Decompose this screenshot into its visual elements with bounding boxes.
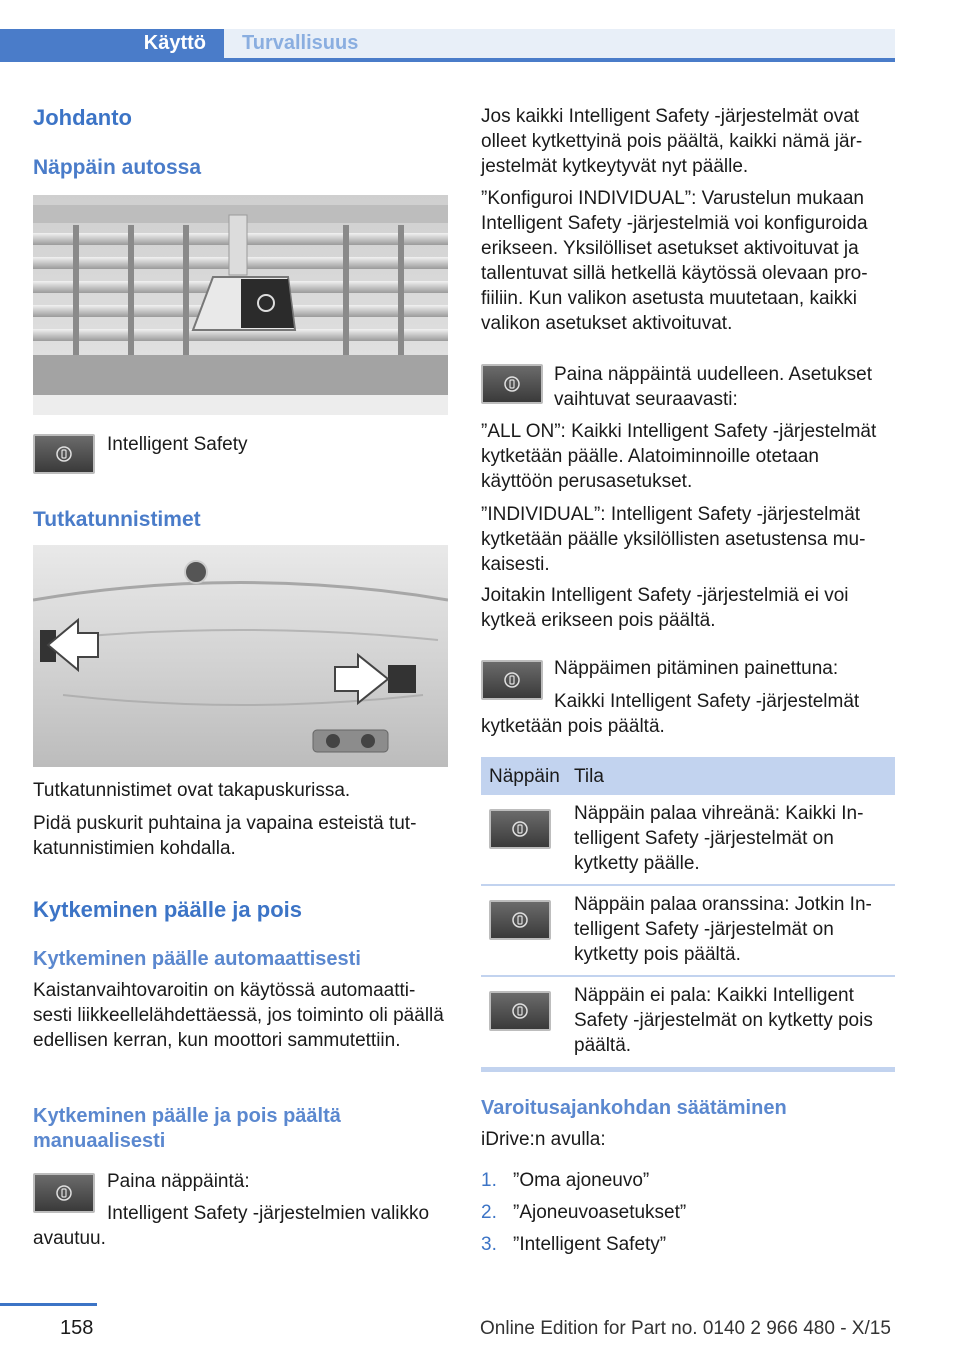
- heading-intro: Johdanto: [33, 105, 132, 130]
- auto-paragraph: Kaistanvaihtovaroitin on käytössä automaattisesti liikkeellelähdettäessä, jos toiminto oli päällä edellisen kerran, kun moottori sammutettiin.: [33, 980, 444, 1051]
- heading-auto: Kytkeminen päälle automaattisesti: [33, 948, 361, 970]
- table-bottom-rule: [481, 1067, 895, 1072]
- rear-bumper-photo: [33, 545, 448, 767]
- button-green-icon: [489, 809, 551, 849]
- list-item: 1. ”Oma ajoneuvo”: [481, 1170, 650, 1191]
- list-item: 2. ”Ajoneuvoasetukset”: [481, 1202, 687, 1223]
- right-paragraph-1: Jos kaikki Intelligent Safety -järjestelmät ovat olleet kytkettyinä pois päältä, kaikki nämä järjestelmät kytkeytyvät nyt päälle.: [481, 106, 863, 177]
- grille-photo: [33, 195, 448, 415]
- list-item: 3. ”Intelligent Safety”: [481, 1234, 667, 1255]
- sensors-paragraph-2: Pidä puskurit puhtaina ja vapaina esteistä tutkatunnistimien kohdalla.: [33, 813, 417, 859]
- table-row: [481, 795, 895, 885]
- state-off: Näppäin ei pala: Kaikki Intelligent Safety -järjestelmät on kytketty pois päältä.: [566, 976, 895, 1070]
- button-label: Intelligent Safety: [107, 434, 248, 455]
- heading-sensors: Tutkatunnistimet: [33, 508, 201, 531]
- heading-timing: Varoitusajankohdan säätäminen: [481, 1097, 787, 1119]
- button-off-icon: [489, 991, 551, 1031]
- manual-result-text: Intelligent Safety -järjestelmien valikko avautuu.: [33, 1203, 430, 1249]
- button-state-table: [481, 757, 895, 1071]
- hold-result: Kaikki Intelligent Safety -järjestelmät kytketään pois päältä.: [481, 691, 860, 737]
- press-again-text: Paina näppäintä uudelleen. Asetukset vaihtuvat seuraavasti:: [554, 364, 872, 410]
- hold-label: Näppäimen pitäminen painettuna:: [554, 658, 839, 679]
- heading-switch: Kytkeminen päälle ja pois: [33, 897, 302, 922]
- col-header-state: Tila: [566, 757, 895, 795]
- col-header-button: Näppäin: [481, 757, 566, 795]
- footer-rule: [0, 1303, 97, 1306]
- state-green: Näppäin palaa vihreänä: Kaikki Intelligent Safety -järjestelmät on kytketty päälle.: [566, 795, 895, 885]
- steps-list: [481, 1168, 895, 1264]
- state-orange: Näppäin palaa oranssina: Jotkin Intelligent Safety -järjestelmät on kytketty pois päältä.: [566, 885, 895, 976]
- intelligent-safety-button-icon: [481, 364, 543, 404]
- heading-button-in-car: Näppäin autossa: [33, 156, 202, 179]
- table-row: [481, 976, 895, 1070]
- some-cannot-text: Joitakin Intelligent Safety -järjestelmiä ei voi kytkeä erikseen pois päältä.: [481, 585, 849, 631]
- individual-text: ”INDIVIDUAL”: Intelligent Safety -järjestelmät kytketään päälle yksilöllisten asetustensa mukaisesti.: [481, 504, 866, 575]
- heading-manual: Kytkeminen päälle ja pois päältä manuaalisesti: [33, 1105, 341, 1152]
- button-orange-icon: [489, 900, 551, 940]
- page-number: 158: [60, 1317, 94, 1339]
- right-paragraph-2: ”Konfiguroi INDIVIDUAL”: Varustelun mukaan Intelligent Safety -järjestelmiä voi konfiguroida erikseen. Yksilölliset asetukset aktivoituvat ja tallentuvat sillä hetkellä käytössä olevaan profiiliin. Kun valikon asetusta muutetaan, kaikki valikon asetukset aktivoituvat.: [481, 188, 868, 334]
- tab-kaytto[interactable]: Käyttö: [0, 29, 224, 62]
- intelligent-safety-button-icon: [33, 434, 95, 474]
- edition-text: Online Edition for Part no. 0140 2 966 480 - X/15: [480, 1318, 891, 1339]
- manual-press-text: Paina näppäintä:: [107, 1171, 250, 1192]
- idrive-text: iDrive:n avulla:: [481, 1129, 606, 1150]
- sensors-paragraph-1: Tutkatunnistimet ovat takapuskurissa.: [33, 780, 351, 801]
- tab-turvallisuus[interactable]: Turvallisuus: [242, 32, 359, 54]
- all-on-text: ”ALL ON”: Kaikki Intelligent Safety -järjestelmät kytketään päälle. Alatoiminnoille otetaan käyttöön perusasetukset.: [481, 421, 877, 492]
- table-row: [481, 885, 895, 976]
